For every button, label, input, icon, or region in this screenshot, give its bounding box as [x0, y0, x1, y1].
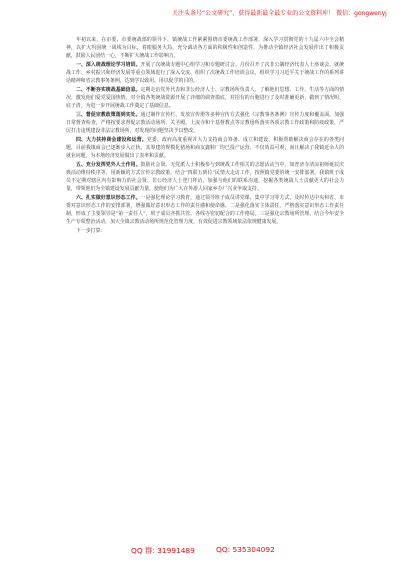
section-heading: 二、不断夯实统战基础信息。 [76, 87, 141, 94]
paragraph: 三、督促宗教政策落到实处。通过制作宣传栏、发放宣传册等多种宣传方式强化《宗教事务条例》宣传力度和覆盖面。加强日常督查检查，严格按要求督促宗教活动场所、关圣殿、上流寺和个基督教点等宗教场所落实各项宗教工作政策和防疫政策，严厉打击违规建设非法宗教场所，对发现的问题坚决予以整改。 [66, 112, 344, 135]
paragraph: 二、不断夯实统战基础信息。定期走访党外代表和非公经济人士、宗教场所负责人，了解他们思想、工作、生活等方面的情况，激发他们爱党爱国热情，对全镇各类统战资源开展了详细的调查摸底，对招有的台胞进行了及时准确更新，做到了情况明、底子清，为进一步开展统战工作奠定了基础信息。 [66, 87, 344, 110]
section-heading: 六、扎实做好意识形态工作。 [76, 195, 141, 202]
paragraph: 六、扎实做好意识形态工作。一是强化理论学习教育。通过领导班子成员讲党课、集中学习等方式，及时传达中央和省、市委对意识形态工作的安排部署，增强做好意识形态工作的责任感和使命感。二是强化落实主体责任。严格落实意识形态工作责任制，形成了主要领导是“第一责任人”，班子成员齐抓共管、各线办密切配合的工作格局。三是强化宗教场所管理。结合今年安全生产专项整治活动，加大全镇宗教活动场所规范化管理力度，有效促进宗教领域依法依规健康发展。 [66, 195, 344, 226]
section-heading: 五、充分发挥党外人士作用。 [76, 162, 141, 169]
qq-group-number: QQ 群: 31991489 [131, 546, 195, 555]
paragraph: 一、深入统战理论学习培训。开展了次统战专题中心组学习和专题研讨会。月份召开了次非公制经济代表人士座谈会，就统战工作、乡村振兴和经济发展等重点领域进行了深入交流。组织了次统战工作培训会议，组织学习习近平关于统战工作的系列讲话精神和省宗教事务条例，达到学以致用、用以促学的目的。 [66, 62, 344, 85]
paragraph: 四、大力扶持商会建设和运营。党委、政府高度重视并大力支持商会筹备、成立和建设，积极帮助解决商会存在的各类问题，目前我镇商会已逐渐步入正轨，其筹建的规模化猪场和商友鑫鞋厂均已投产运营，不仅效益可观，而且解决了我镇近余人的就业问题，为本地经济发展做出了表率和贡献。 [66, 137, 344, 160]
document-body [66, 36, 344, 236]
section-heading: 一、深入统战理论学习培训。 [76, 62, 141, 69]
paragraph: 五、充分发挥党外人士作用。鼓励社会贤、无党派人士积极参与到统战工作相关的志愿活动当中，如普济寺清凉祖师诞辰庆典活动维持秩序等，用新颖的方式宣传宗教政策。结合“四联五到位”民情大走访工作，按照镇党委的统一安排部署，我镇班子成员不定期对辖区内有影响力的社会贤、非公经济人士登门拜访，加强与他们的联系沟通，挖掘各类统战人士贡献更大的社会力量，带领他们为全镇建设发展贡献力量，使他们为广大在外游人回家乡办厂兴业争取支持。 [66, 162, 344, 193]
section-heading: 四、大力扶持商会建设和运营。 [76, 137, 147, 144]
banner-text: 关注头条号“公文研究”，获得最新最全最专业的公文资料库！ [172, 10, 335, 17]
header-banner [172, 10, 390, 18]
wechat-id: 微信：gongwenyj [336, 10, 387, 17]
qq-number: QQ: 535304092 [216, 545, 275, 554]
paragraph: 年初以来，在市委、市委统战部的领导下，镇统战工作紧紧围绕市委统战工作部署，深入学习贯彻党的十九届六中全会精神，以扩大巩固统一战线为目标，着眼服务大局，充分调动各方面的积极性和创造性，为推动全镇经济社会发展作出了积极贡献，鼓励人民团结一心，不断扩大统战工作影响力。 [66, 37, 344, 60]
paragraph-closing: 下一步打算： [76, 228, 106, 235]
section-heading: 三、督促宗教政策落到实处。 [76, 112, 141, 119]
